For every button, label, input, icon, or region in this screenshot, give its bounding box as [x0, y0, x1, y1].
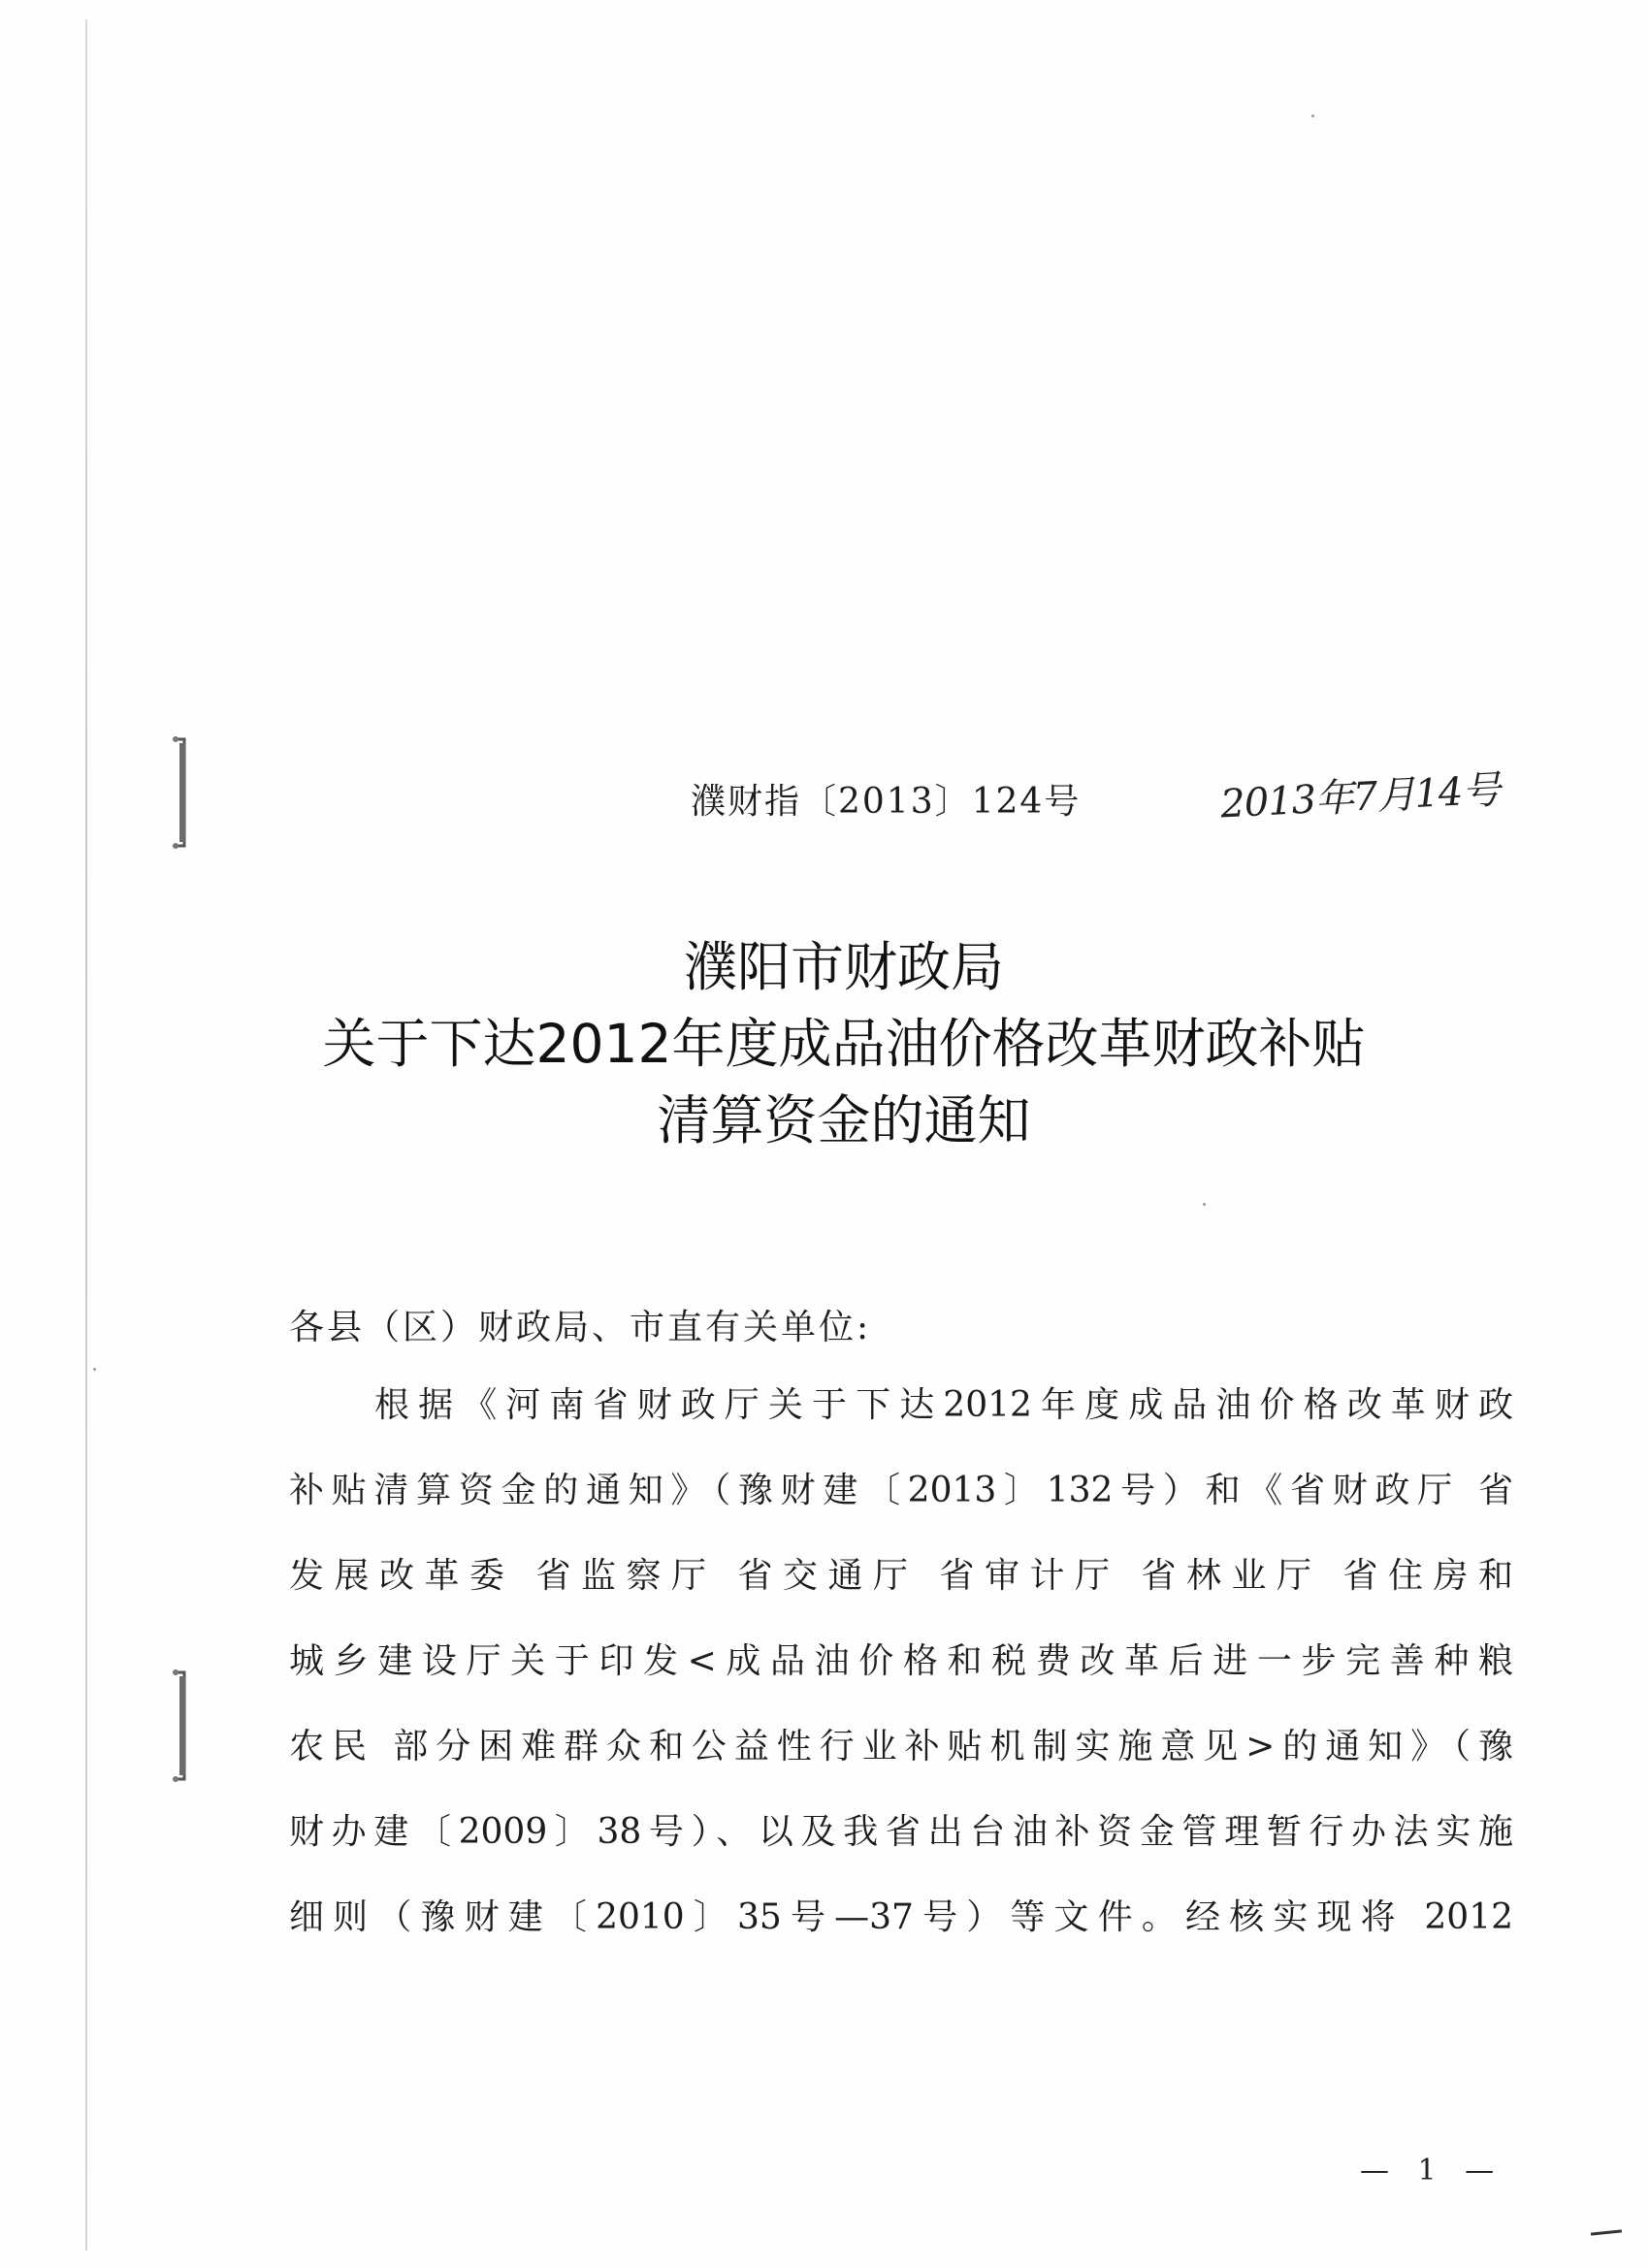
body-line: 农民 部分困难群众和公益性行业补贴机制实施意见>的通知》（豫: [289, 1727, 1513, 1766]
handwritten-date: 2013年7月14号: [1219, 767, 1502, 827]
staple-icon: [167, 1669, 196, 1783]
body-line: 补贴清算资金的通知》（豫财建〔2013〕132号）和《省财政厅 省: [289, 1471, 1513, 1510]
page-binding-edge: [85, 19, 87, 2251]
title-line: 清算资金的通知: [657, 1089, 1031, 1151]
scan-speck: [93, 1368, 96, 1371]
staple-icon: [167, 735, 196, 850]
body-line: 发展改革委 省监察厅 省交通厅 省审计厅 省林业厅 省住房和: [289, 1556, 1513, 1596]
body-line: 财办建〔2009〕38号）、以及我省出台油补资金管理暂行办法实施: [289, 1812, 1513, 1852]
body-line: 根据《河南省财政厅关于下达2012年度成品油价格改革财政: [374, 1385, 1513, 1425]
scan-speck: [1311, 114, 1314, 117]
body-line: 细则（豫财建〔2010〕35号—37号）等文件。经核实现将 2012: [289, 1897, 1513, 1937]
scan-mark: [1591, 2229, 1622, 2235]
title-line: 关于下达2012年度成品油价格改革财政补贴: [322, 1013, 1366, 1075]
title-line: 濮阳市财政局: [683, 936, 1004, 998]
page-number: — 1 —: [1360, 2154, 1504, 2187]
document-number: 濮财指〔2013〕124号: [691, 782, 1082, 822]
salutation: 各县（区）财政局、市直有关单位:: [289, 1308, 872, 1347]
document-title: [194, 929, 1494, 1159]
scan-speck: [1203, 1203, 1206, 1206]
body-line: 城乡建设厅关于印发<成品油价格和税费改革后进一步完善种粮: [289, 1641, 1513, 1681]
